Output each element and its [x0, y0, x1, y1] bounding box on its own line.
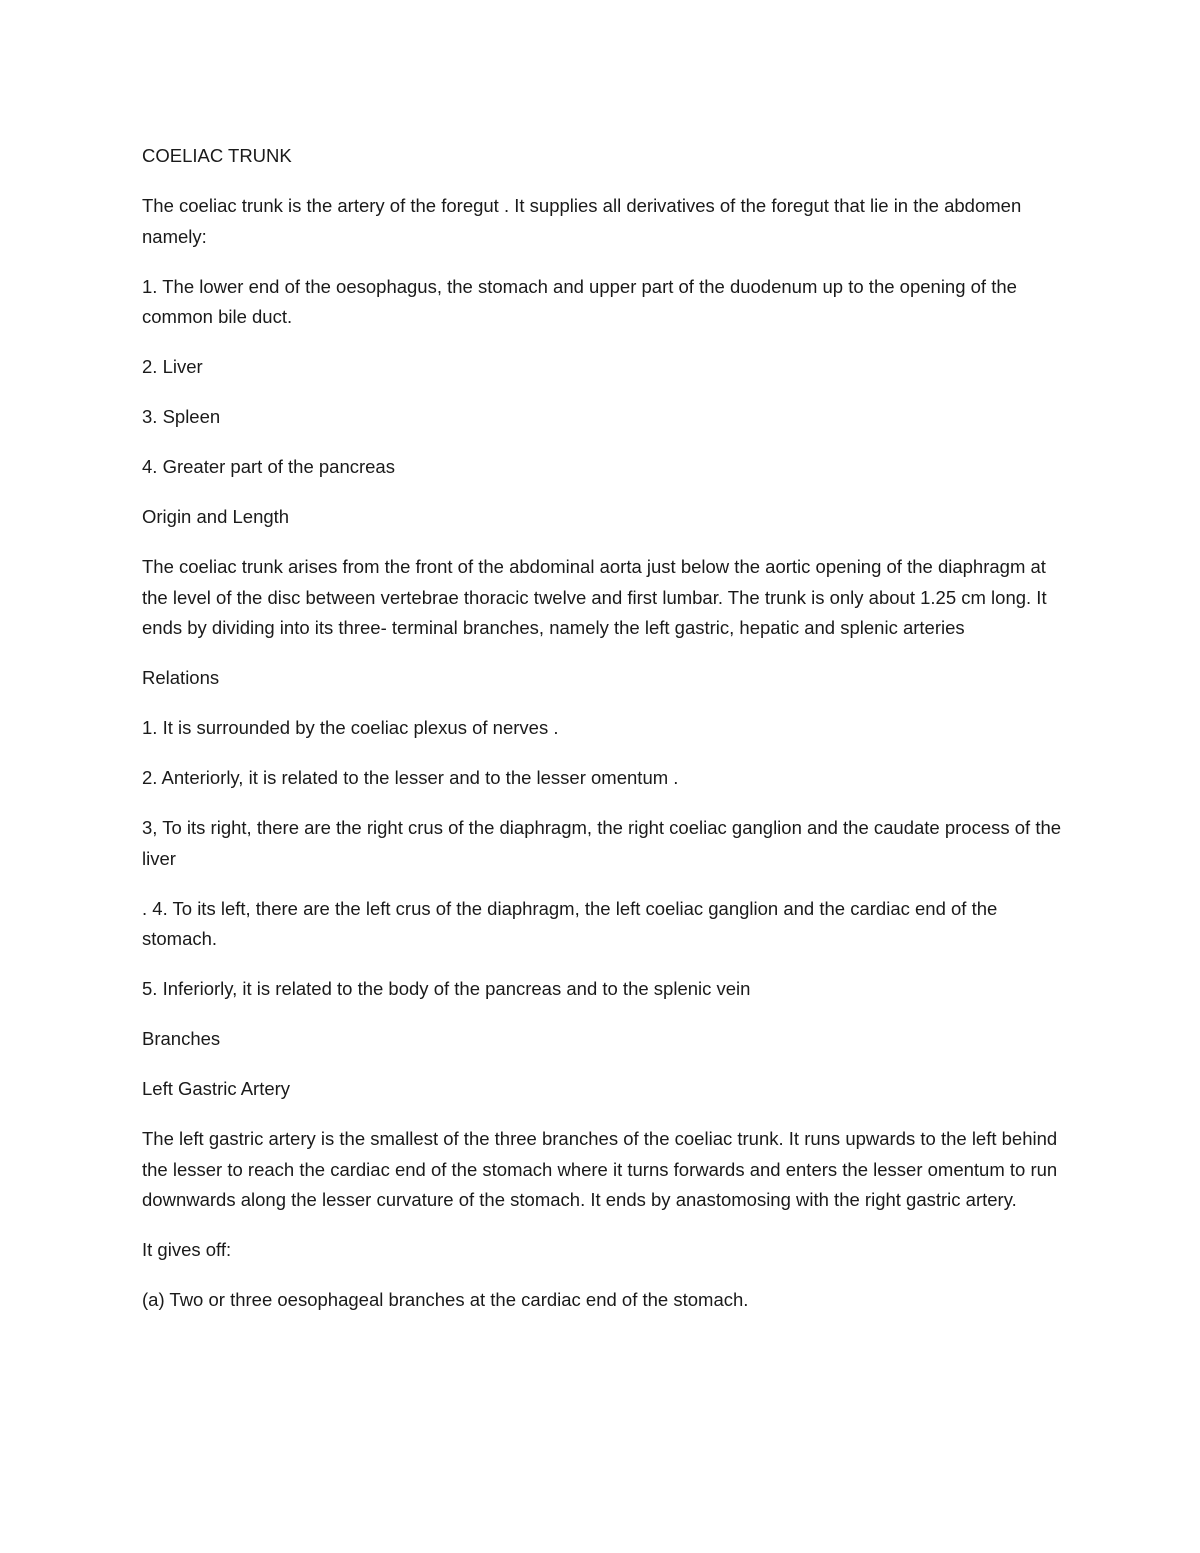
- paragraph-gives-off: It gives off:: [142, 1239, 232, 1260]
- relation-item-1: 1. It is surrounded by the coeliac plexus of nerves .: [142, 717, 559, 738]
- relation-item-5: 5. Inferiorly, it is related to the body of the pancreas and to the splenic vein: [142, 978, 751, 999]
- list-item-2: 2. Liver: [142, 356, 203, 377]
- list-item-4: 4. Greater part of the pancreas: [142, 456, 395, 477]
- document-body: [142, 141, 1062, 1335]
- relation-item-4: . 4. To its left, there are the left crus of the diaphragm, the left coeliac ganglion and the cardiac end of the stomach.: [142, 897, 998, 949]
- paragraph-intro: The coeliac trunk is the artery of the foregut . It supplies all derivatives of the foregut that lie in the abdomen namely:: [142, 195, 1022, 247]
- paragraph-origin: The coeliac trunk arises from the front of the abdominal aorta just below the aortic opening of the diaphragm at the level of the disc between vertebrae thoracic twelve and first lumbar. The trunk is only about 1.25 cm long. It ends by dividing into its three- terminal branches, namely the left gastric, hepatic and splenic arteries: [142, 556, 1047, 638]
- list-item-3: 3. Spleen: [142, 406, 221, 427]
- section-heading-origin: Origin and Length: [142, 506, 290, 527]
- section-heading-branches: Branches: [142, 1028, 221, 1049]
- document-title: COELIAC TRUNK: [142, 145, 292, 166]
- relation-item-3: 3, To its right, there are the right crus of the diaphragm, the right coeliac ganglion and the caudate process of the liver: [142, 817, 1062, 869]
- section-heading-relations: Relations: [142, 667, 220, 688]
- list-item-1: 1. The lower end of the oesophagus, the stomach and upper part of the duodenum up to the opening of the common bile duct.: [142, 275, 1017, 327]
- branch-item-a: (a) Two or three oesophageal branches at the cardiac end of the stomach.: [142, 1289, 749, 1310]
- relation-item-2: 2. Anteriorly, it is related to the lesser and to the lesser omentum .: [142, 767, 679, 788]
- subheading-left-gastric: Left Gastric Artery: [142, 1078, 291, 1099]
- paragraph-left-gastric: The left gastric artery is the smallest of the three branches of the coeliac trunk. It runs upwards to the left behind the lesser to reach the cardiac end of the stomach where it turns forwards and enters the lesser omentum to run downwards along the lesser curvature of the stomach. It ends by anastomosing with the right gastric artery.: [142, 1128, 1058, 1210]
